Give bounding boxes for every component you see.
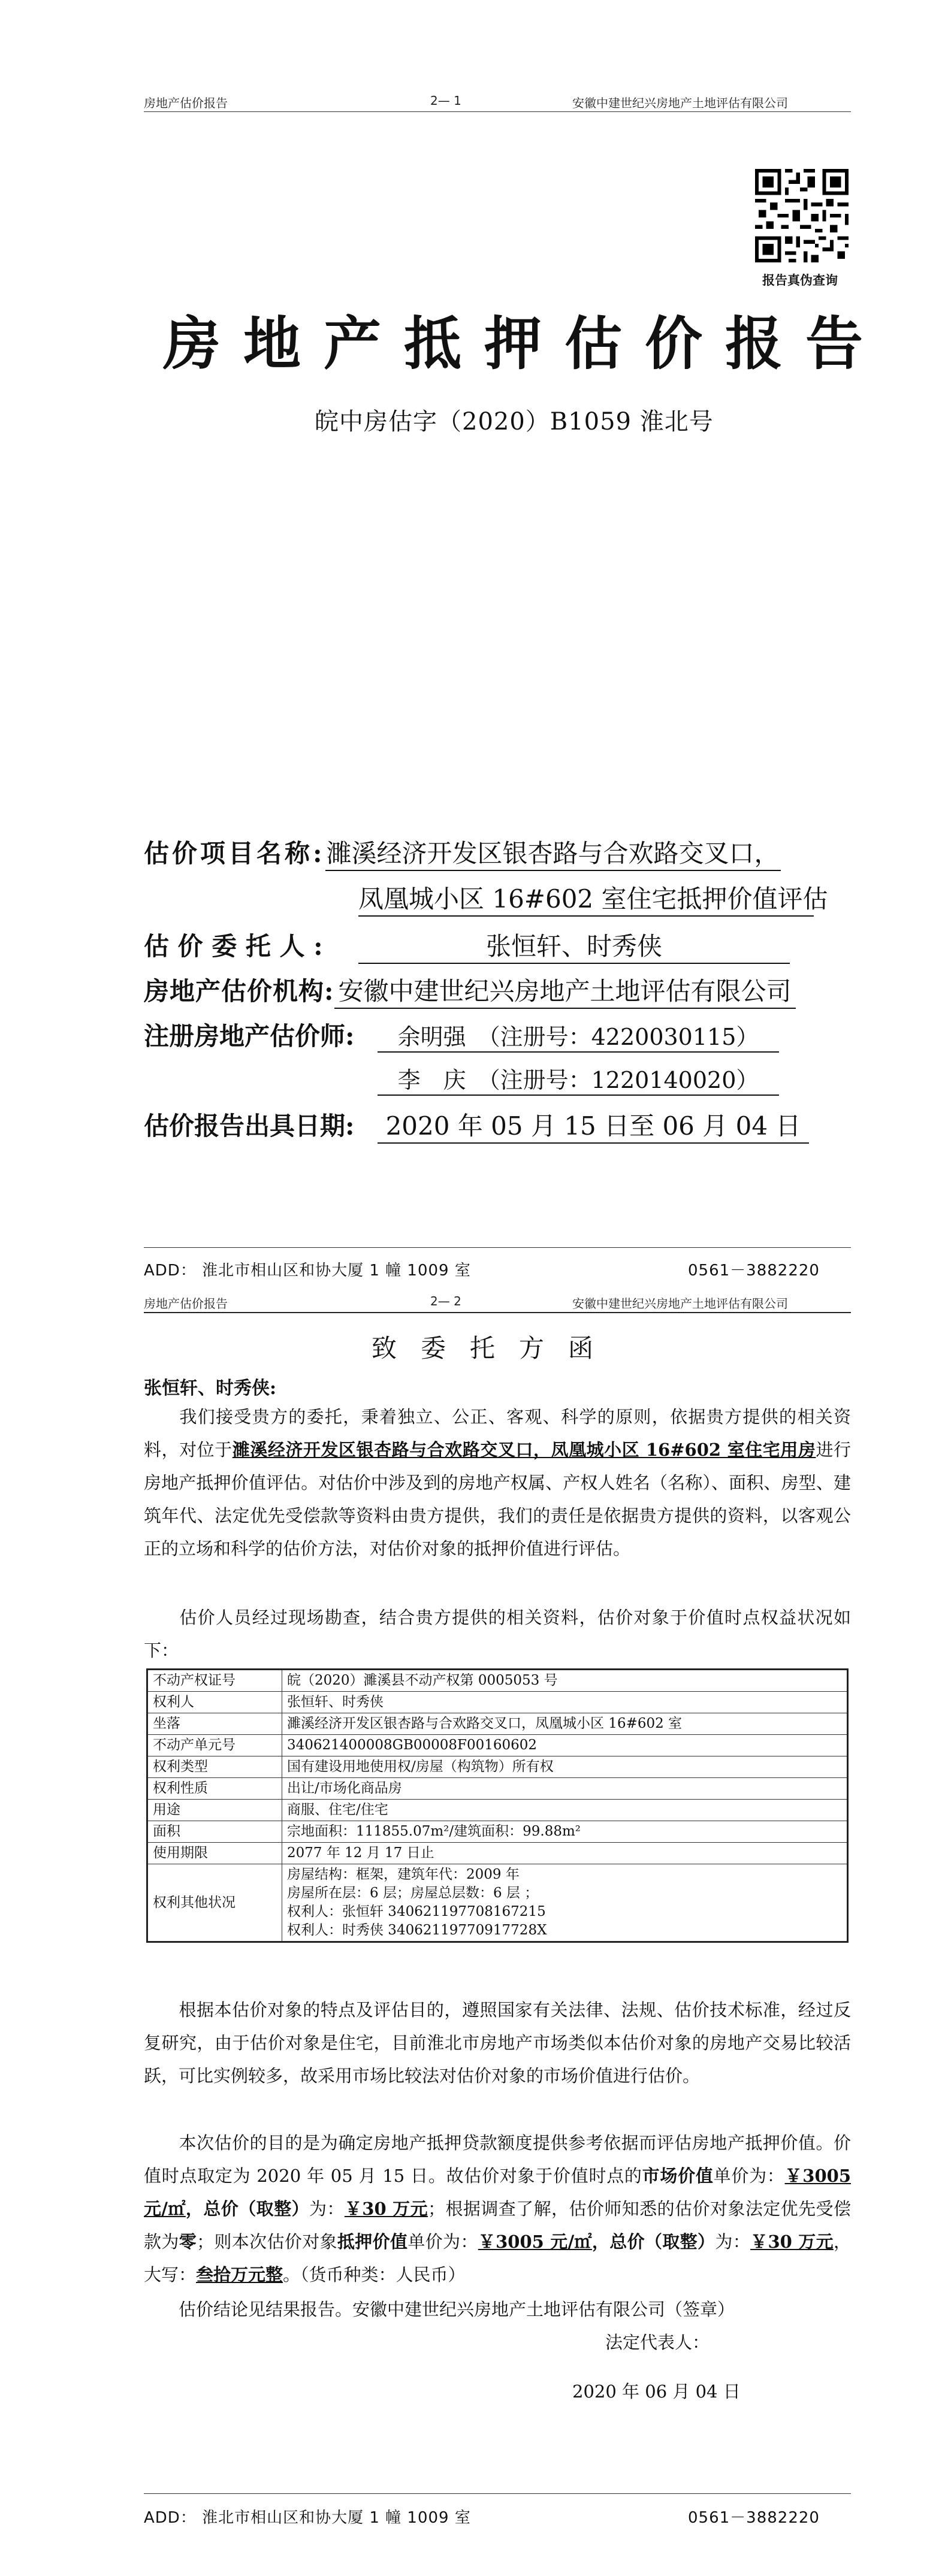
table-row bbox=[147, 1735, 848, 1756]
row-value: 皖（2020）濉溪县不动产权第 0005053 号 bbox=[282, 1670, 848, 1692]
row-key: 坐落 bbox=[147, 1713, 282, 1735]
appraiser-1: 余明强 （注册号：4220030115） bbox=[378, 1018, 779, 1053]
footer-rule bbox=[144, 1247, 851, 1248]
mortgage-total-price: ￥30 万元 bbox=[750, 2232, 834, 2252]
footer-address: ADD： 淮北市相山区和协大厦 1 幢 1009 室 bbox=[144, 1262, 471, 1280]
row-key: 面积 bbox=[147, 1821, 282, 1843]
row-key: 权利性质 bbox=[147, 1778, 282, 1800]
mortgage-unit-price: ￥3005 元/㎡ bbox=[478, 2232, 592, 2252]
date-row bbox=[144, 1106, 809, 1144]
row-value: 濉溪经济开发区银杏路与合欢路交叉口，凤凰城小区 16#602 室 bbox=[282, 1713, 848, 1735]
footer-address-p2: ADD： 淮北市相山区和协大厦 1 幢 1009 室 bbox=[144, 2509, 471, 2527]
paragraph-5: 估价结论见结果报告。安徽中建世纪兴房地产土地评估有限公司（签章） bbox=[179, 2299, 735, 2320]
agency-value: 安徽中建世纪兴房地产土地评估有限公司 bbox=[334, 972, 796, 1009]
header-left-p2: 房地产估价报告 bbox=[144, 1296, 228, 1311]
date-value: 2020 年 05 月 15 日至 06 月 04 日 bbox=[378, 1106, 809, 1144]
table-row bbox=[147, 1692, 848, 1713]
agency-row bbox=[144, 972, 796, 1009]
footer-rule-p2 bbox=[144, 2493, 851, 2494]
row-value: 商服、住宅/住宅 bbox=[282, 1800, 848, 1821]
paragraph-1: 我们接受贵方的委托，秉着独立、公正、客观、科学的原则，依据贵方提供的相关资料，对位于濉溪经济开发区银杏路与合欢路交叉口，凤凰城小区 16#602 室住宅用房进行房地产抵押价值评估。对估价中涉及到的房地产权属、产权人姓名（名称）、面积、房型、建筑年代、法定优先受偿款等资料由贵方提供，我们的责任是依据贵方提供的资料，以客观公正的立场和科学的估价方法，对估价对象的抵押价值进行评估。 bbox=[144, 1407, 851, 1559]
project-value-line1: 濉溪经济开发区银杏路与合欢路交叉口， bbox=[325, 834, 781, 871]
client-value: 张恒轩、时秀侠 bbox=[358, 927, 790, 964]
paragraph-2: 估价人员经过现场勘查，结合贵方提供的相关资料，估价对象于价值时点权益状况如下： bbox=[144, 1607, 851, 1661]
appraiser-row bbox=[144, 1017, 779, 1053]
table-row bbox=[147, 1670, 848, 1692]
appraiser-label: 注册房地产估价师: bbox=[144, 1021, 355, 1051]
paragraph-4: 本次估价的目的是为确定房地产抵押贷款额度提供参考依据而评估房地产抵押价值。价值时点取定为 2020 年 05 月 15 日。故估价对象于价值时点的市场价值单价为：￥3005 元/㎡，总价（取整）为：￥30 万元；根据调查了解，估价师知悉的估价对象法定优先受偿款为零；则本次估价对象抵押价值单价为：￥3005 元/㎡，总价（取整）为：￥30 万元，大写：叁拾万元整。（货币种类：人民币） bbox=[144, 2133, 851, 2285]
footer-phone: 0561－3882220 bbox=[688, 1262, 820, 1280]
market-total-price: ￥30 万元 bbox=[344, 2199, 428, 2219]
property-location: 濉溪经济开发区银杏路与合欢路交叉口，凤凰城小区 16#602 室住宅用房 bbox=[232, 1440, 816, 1460]
legal-representative: 法定代表人： bbox=[605, 2332, 710, 2353]
project-row-2 bbox=[358, 879, 828, 917]
signature-date: 2020 年 06 月 04 日 bbox=[572, 2381, 741, 2402]
row-value: 房屋结构：框架，建筑年代：2009 年 房屋所在层：6 层；房屋总层数：6 层 ； 权利人：张恒轩 340621197708167215 权利人：时秀侠 34062119770917728X bbox=[282, 1864, 848, 1942]
header-right-p2: 安徽中建世纪兴房地产土地评估有限公司 bbox=[572, 1296, 788, 1311]
appraiser-row-2 bbox=[378, 1062, 779, 1096]
row-key: 权利类型 bbox=[147, 1756, 282, 1778]
project-value-line2: 凤凰城小区 16#602 室住宅抵押价值评估 bbox=[358, 879, 814, 917]
row-key: 用途 bbox=[147, 1800, 282, 1821]
row-value: 2077 年 12 月 17 日止 bbox=[282, 1843, 848, 1864]
header-page-number-p2: 2— 2 bbox=[430, 1294, 461, 1308]
project-row bbox=[144, 834, 781, 871]
client-row bbox=[144, 927, 790, 964]
qr-code-icon[interactable] bbox=[755, 169, 849, 262]
letter-title: 致委托方函 bbox=[372, 1334, 618, 1363]
footer-phone-p2: 0561－3882220 bbox=[688, 2509, 820, 2527]
row-key: 权利人 bbox=[147, 1692, 282, 1713]
table-row bbox=[147, 1843, 848, 1864]
header-right: 安徽中建世纪兴房地产土地评估有限公司 bbox=[572, 96, 788, 110]
table-row bbox=[147, 1713, 848, 1735]
agency-label: 房地产估价机构: bbox=[144, 976, 334, 1006]
header-rule-p2 bbox=[144, 1312, 851, 1313]
table-row bbox=[147, 1800, 848, 1821]
header-left: 房地产估价报告 bbox=[144, 96, 228, 110]
project-label: 估价项目名称: bbox=[144, 839, 325, 868]
row-value: 出让/市场化商品房 bbox=[282, 1778, 848, 1800]
row-value: 国有建设用地使用权/房屋（构筑物）所有权 bbox=[282, 1756, 848, 1778]
table-row bbox=[147, 1864, 848, 1942]
client-label: 估 价 委 托 人 : bbox=[144, 932, 323, 961]
table-row bbox=[147, 1756, 848, 1778]
qr-caption: 报告真伪查询 bbox=[762, 273, 838, 288]
table-row bbox=[147, 1821, 848, 1843]
report-title: 房地产抵押估价报告 bbox=[163, 310, 886, 377]
row-key: 权利其他状况 bbox=[147, 1864, 282, 1942]
header-page-number: 2— 1 bbox=[430, 93, 461, 108]
market-unit-price: ￥3005 元/㎡ bbox=[144, 2166, 851, 2219]
document-number: 皖中房估字（2020）B1059 淮北号 bbox=[315, 408, 714, 436]
row-value: 张恒轩、时秀侠 bbox=[282, 1692, 848, 1713]
paragraph-3: 根据本估价对象的特点及评估目的，遵照国家有关法律、法规、估价技术标准，经过反复研究，由于估价对象是住宅，目前淮北市房地产市场类似本估价对象的房地产交易比较活跃，可比实例较多，故采用市场比较法对估价对象的市场价值进行估价。 bbox=[144, 2000, 851, 2086]
row-key: 使用期限 bbox=[147, 1843, 282, 1864]
date-label: 估价报告出具日期: bbox=[144, 1111, 355, 1141]
table-row bbox=[147, 1778, 848, 1800]
row-value: 340621400008GB00008F00160602 bbox=[282, 1735, 848, 1756]
amount-in-words: 叁拾万元整 bbox=[196, 2264, 283, 2285]
salutation: 张恒轩、时秀侠: bbox=[144, 1378, 277, 1399]
header-rule bbox=[144, 111, 851, 112]
appraiser-2: 李 庆 （注册号：1220140020） bbox=[378, 1062, 779, 1096]
rights-table bbox=[146, 1668, 849, 1943]
row-key: 不动产权证号 bbox=[147, 1670, 282, 1692]
row-value: 宗地面积：111855.07m²/建筑面积：99.88m² bbox=[282, 1821, 848, 1843]
row-key: 不动产单元号 bbox=[147, 1735, 282, 1756]
